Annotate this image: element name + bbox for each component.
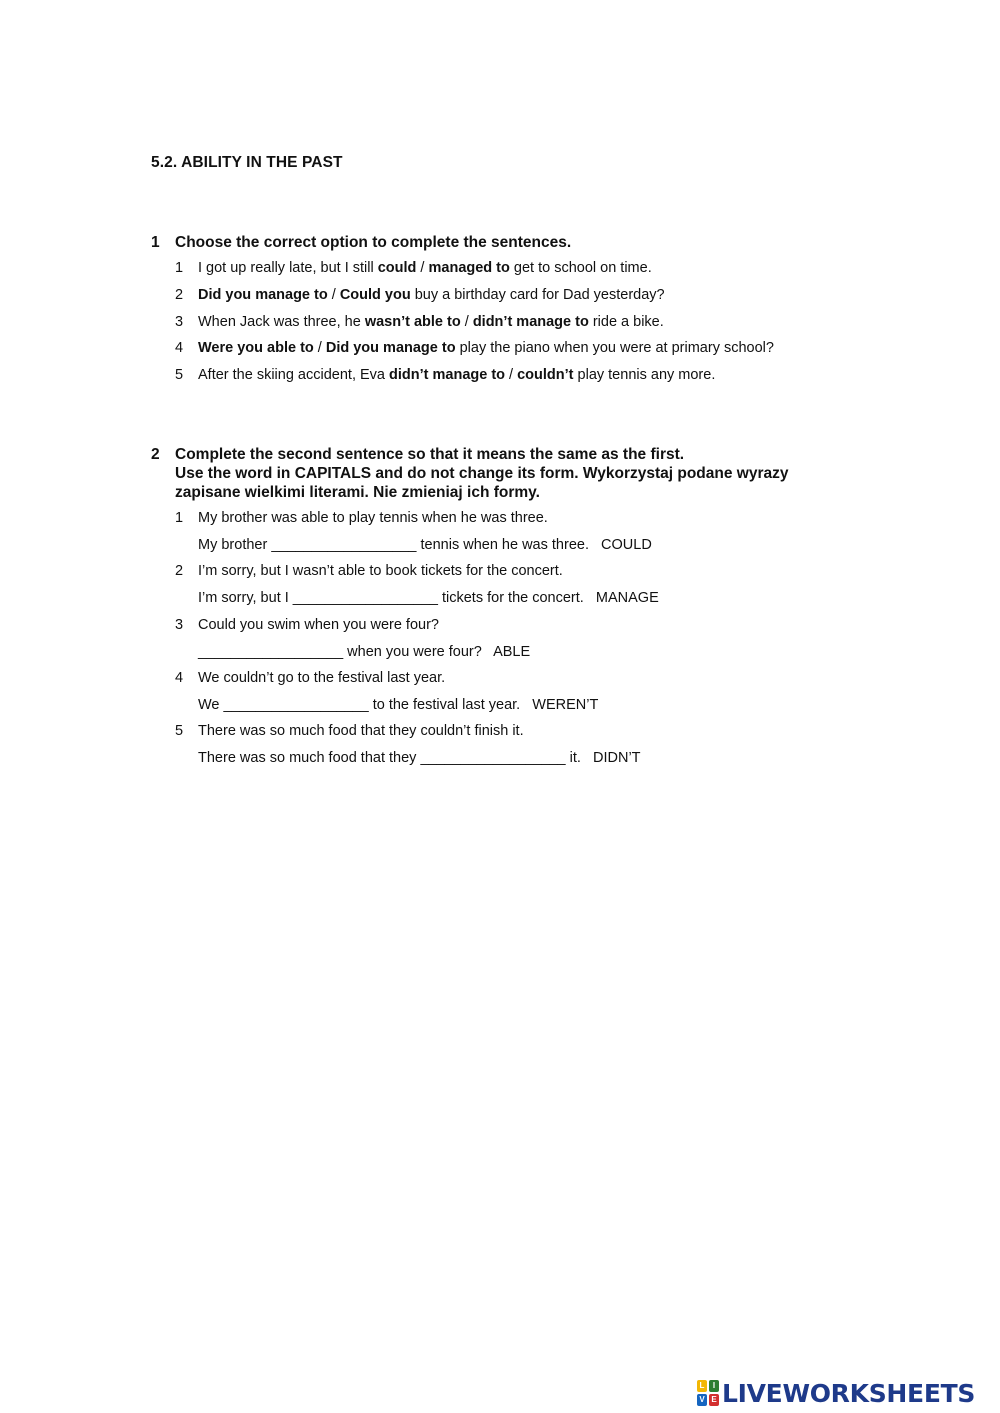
exercise2-item xyxy=(175,509,548,527)
item-number: 4 xyxy=(175,669,184,686)
logo-blocks-icon xyxy=(697,1380,719,1406)
sentence-text: / xyxy=(460,313,473,330)
sentence-text: / xyxy=(327,286,340,303)
item-number: 2 xyxy=(175,286,184,303)
sentence-text: ride a bike. xyxy=(588,313,664,330)
sentence-text: When Jack was three, he xyxy=(198,313,365,330)
sentence-text: After the skiing accident, Eva xyxy=(198,367,390,384)
exercise2-item xyxy=(175,722,524,740)
option-choice[interactable]: didn’t manage to xyxy=(389,367,506,384)
exercise2-heading xyxy=(151,445,789,502)
logo-block: V xyxy=(697,1394,707,1406)
exercise1-item xyxy=(175,366,715,384)
item-number: 2 xyxy=(175,563,184,580)
item-number: 3 xyxy=(175,313,184,330)
exercise1-item xyxy=(175,339,774,357)
sentence-text: / xyxy=(505,367,518,384)
sentence-text: buy a birthday card for Dad yesterday? xyxy=(410,286,665,303)
answer-line[interactable]: I’m sorry, but I __________________ tickets for the concert. MANAGE xyxy=(198,590,659,607)
exercise1-item xyxy=(175,286,665,304)
logo-block: E xyxy=(709,1394,719,1406)
logo-block: I xyxy=(709,1380,719,1392)
answer-line[interactable]: We __________________ to the festival last year. WEREN’T xyxy=(198,696,599,713)
exercise2-instruction-line-1: Complete the second sentence so that it means the same as the first. xyxy=(175,446,685,463)
exercise2-instruction-line-3: zapisane wielkimi literami. Nie zmieniaj ich formy. xyxy=(175,484,540,501)
item-number: 4 xyxy=(175,340,184,357)
option-choice[interactable]: Did you manage to xyxy=(198,286,328,303)
item-number: 1 xyxy=(175,510,184,526)
exercise1-item xyxy=(175,259,652,277)
sentence-text: I got up really late, but I still xyxy=(198,260,378,276)
item-number: 5 xyxy=(175,723,184,740)
exercise1-item xyxy=(175,313,664,331)
exercise2-item xyxy=(175,616,439,634)
original-sentence: Could you swim when you were four? xyxy=(198,616,439,633)
original-sentence: My brother was able to play tennis when he was three. xyxy=(198,510,548,526)
item-number: 5 xyxy=(175,367,184,384)
exercise2-number: 2 xyxy=(151,446,160,463)
original-sentence: I’m sorry, but I wasn’t able to book tickets for the concert. xyxy=(198,563,563,580)
exercise2-item xyxy=(175,562,563,580)
exercise1-number: 1 xyxy=(151,234,160,251)
sentence-text: get to school on time. xyxy=(509,260,652,276)
answer-line[interactable]: __________________ when you were four? ABLE xyxy=(198,643,531,660)
page-title: 5.2. ABILITY IN THE PAST xyxy=(151,154,343,171)
item-number: 1 xyxy=(175,260,184,276)
sentence-text: / xyxy=(416,260,429,276)
answer-line[interactable]: My brother __________________ tennis when he was three. COULD xyxy=(198,537,652,553)
exercise1-heading xyxy=(151,233,571,252)
original-sentence: We couldn’t go to the festival last year. xyxy=(198,669,446,686)
exercise2-item xyxy=(175,669,445,687)
logo-block: L xyxy=(697,1380,707,1392)
option-choice[interactable]: Could you xyxy=(339,286,411,303)
logo-text: LIVEWORKSHEETS xyxy=(722,1378,976,1408)
option-choice[interactable]: managed to xyxy=(428,260,510,276)
sentence-text: play tennis any more. xyxy=(573,367,716,384)
option-choice[interactable]: could xyxy=(377,260,417,276)
option-choice[interactable]: wasn’t able to xyxy=(364,313,461,330)
option-choice[interactable]: didn’t manage to xyxy=(472,313,589,330)
exercise2-instruction-line-2: Use the word in CAPITALS and do not change its form. Wykorzystaj podane wyrazy xyxy=(175,465,789,482)
exercise1-instruction: Choose the correct option to complete the sentences. xyxy=(175,234,572,251)
item-number: 3 xyxy=(175,616,184,633)
option-choice[interactable]: Were you able to xyxy=(198,340,314,357)
original-sentence: There was so much food that they couldn’t finish it. xyxy=(198,723,524,740)
liveworksheets-logo xyxy=(697,1379,975,1407)
option-choice[interactable]: Did you manage to xyxy=(325,340,456,357)
sentence-text: play the piano when you were at primary school? xyxy=(455,340,774,357)
option-choice[interactable]: couldn’t xyxy=(517,367,574,384)
answer-line[interactable]: There was so much food that they __________________ it. DIDN’T xyxy=(198,750,641,767)
sentence-text: / xyxy=(313,340,326,357)
